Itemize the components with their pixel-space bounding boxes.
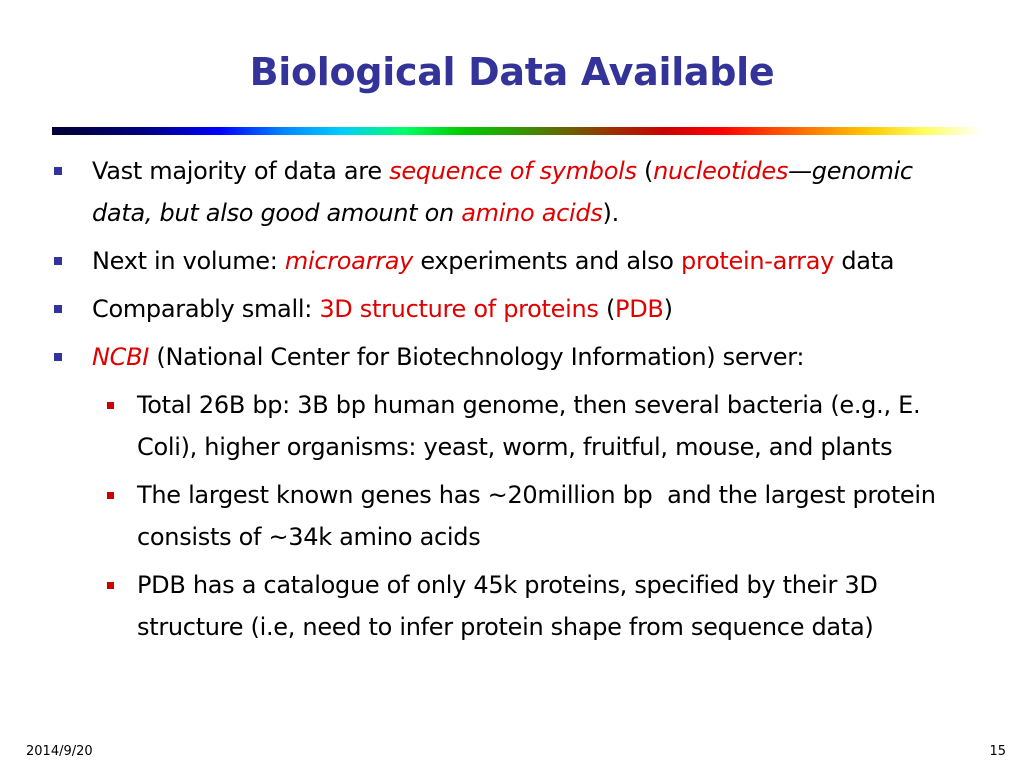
bullet-text: ( [598, 295, 616, 323]
bullet-emphasis: NCBI [92, 343, 150, 371]
square-bullet-icon [107, 402, 114, 409]
bullet-text: data [834, 247, 895, 275]
slide-title: Biological Data Available [249, 50, 775, 94]
square-bullet-icon [107, 492, 114, 499]
bullet-emphasis: protein-array [681, 247, 835, 275]
footer-date: 2014/9/20 [26, 744, 93, 759]
sub-bullet-item [0, 384, 957, 468]
bullet-emphasis: microarray [284, 247, 414, 275]
square-bullet-icon [54, 257, 62, 265]
bullet-emphasis: amino acids [461, 199, 603, 227]
square-bullet-icon [54, 167, 62, 175]
bullet-text: Vast majority of data are [92, 157, 390, 185]
slide-number: 15 [989, 744, 1006, 759]
sub-bullet-item [0, 564, 957, 648]
bullet-text: (National Center for Biotechnology Information) server: [149, 343, 805, 371]
square-bullet-icon [54, 353, 62, 361]
square-bullet-icon [54, 305, 62, 313]
square-bullet-icon [107, 582, 114, 589]
bullet-emphasis: PDB [615, 295, 664, 323]
bullet-emphasis: nucleotides [653, 157, 789, 185]
bullet-text: ). [602, 199, 619, 227]
bullet-text: ) [663, 295, 673, 323]
gradient-divider [52, 127, 982, 135]
bullet-text: Comparably small: [92, 295, 320, 323]
bullet-item [0, 150, 972, 234]
bullet-emphasis: sequence of symbols [389, 157, 637, 185]
bullet-item [0, 240, 972, 282]
sub-bullet-item [0, 474, 957, 558]
bullet-emphasis: 3D structure of proteins [319, 295, 599, 323]
bullet-text-italic: —genomic data, but also good amount on [92, 157, 913, 227]
bullet-text: experiments and also [413, 247, 682, 275]
bullet-item [0, 288, 972, 330]
slide-body [0, 150, 1024, 654]
bullet-text: Next in volume: [92, 247, 285, 275]
sub-bullet-text: The largest known genes has ~20million bp and the largest protein consists of ~34k amino acids [137, 481, 944, 551]
sub-bullet-text: Total 26B bp: 3B bp human genome, then several bacteria (e.g., E. Coli), higher organisms: yeast, worm, fruitful, mouse, and plants [137, 391, 921, 461]
sub-bullet-text: PDB has a catalogue of only 45k proteins, specified by their 3D structure (i.e, need to infer protein shape from sequence data) [137, 571, 878, 641]
bullet-item [0, 336, 972, 378]
bullet-text: ( [636, 157, 654, 185]
